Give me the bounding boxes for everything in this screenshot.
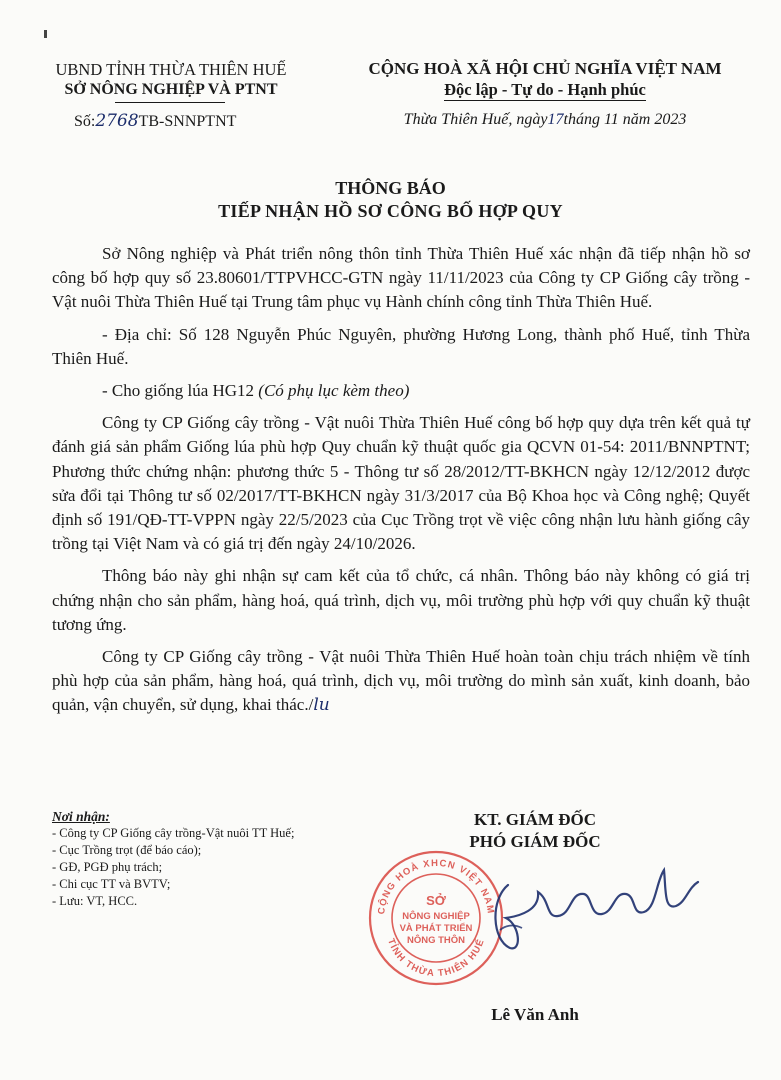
scan-mark bbox=[44, 30, 47, 38]
agency-underline bbox=[115, 102, 225, 103]
recipient-item: - Lưu: VT, HCC. bbox=[52, 894, 138, 908]
paragraph-1: Sở Nông nghiệp và Phát triển nông thôn tỉnh Thừa Thiên Huế xác nhận đã tiếp nhận hồ sơ công bố hợp quy số 23.80601/TTPVHCC-GTN ngày 11/11/2023 của Công ty CP Giống cây trồng - Vật nuôi Thừa Thiên Huế tại Trung tâm phục vụ Hành chính công tỉnh Thừa Thiên Huế. bbox=[52, 244, 750, 312]
recipient-item: - Cục Trồng trọt (để báo cáo); bbox=[52, 843, 202, 857]
agency-name: SỞ NÔNG NGHIỆP VÀ PTNT bbox=[64, 81, 278, 98]
nation-motto-text: Độc lập - Tự do - Hạnh phúc bbox=[444, 80, 646, 99]
stamp-center-4: NÔNG THÔN bbox=[406, 935, 466, 946]
recipient-item: - Chi cục TT và BVTV; bbox=[52, 877, 171, 891]
document-number bbox=[74, 111, 236, 131]
document-subtitle: TIẾP NHẬN HỒ SƠ CÔNG BỐ HỢP QUY bbox=[218, 201, 563, 221]
number-suffix: TB-SNNPTNT bbox=[138, 113, 237, 130]
handwritten-initial: lu bbox=[313, 695, 330, 716]
date-suffix: tháng 11 năm 2023 bbox=[563, 111, 687, 128]
recipient-item: - Công ty CP Giống cây trồng-Vật nuôi TT Huế; bbox=[52, 826, 295, 840]
date-day: 17 bbox=[547, 111, 564, 128]
recipients-block bbox=[52, 808, 382, 910]
nation-title: CỘNG HOÀ XÃ HỘI CHỦ NGHĨA VIỆT NAM bbox=[368, 59, 722, 78]
document-body bbox=[52, 242, 750, 726]
stamp-ring-top: CỘNG HOÀ XHCN VIỆT NAM bbox=[376, 857, 496, 916]
recipients-heading: Nơi nhận: bbox=[52, 809, 110, 824]
paragraph-basis: Công ty CP Giống cây trồng - Vật nuôi Thừa Thiên Huế công bố hợp quy dựa trên kết quả tự đánh giá sản phẩm Giống lúa phù hợp Quy chuẩn kỹ thuật quốc gia QCVN 01-54: 2011/BNNPTNT; Phương thức chứng nhận: phương thức 5 - Thông tư số 28/2012/TT-BKHCN ngày 12/12/2012 được sửa đổi tại Thông tư số 02/2017/TT-BKHCN ngày 31/3/2017 của Bộ Khoa học và Công nghệ; Quyết định số 191/QĐ-TT-VPPN ngày 22/5/2023 của Cục Trồng trọt về việc công nhận lưu hành giống cây trồng tại Việt Nam và có giá trị đến ngày 24/10/2026. bbox=[52, 413, 750, 554]
signature-authority: KT. GIÁM ĐỐC bbox=[474, 810, 596, 829]
date-prefix: Thừa Thiên Huế, ngày bbox=[403, 111, 548, 128]
paragraph-disclaimer: Thông báo này ghi nhận sự cam kết của tổ chức, cá nhân. Thông báo này không có giá trị chứng nhận cho sản phẩm, hàng hoá, quá trình, dịch vụ, môi trường phù hợp với quy chuẩn kỹ thuật tương ứng. bbox=[52, 566, 750, 634]
signer-name: Lê Văn Anh bbox=[491, 1005, 579, 1024]
nation-motto bbox=[325, 80, 765, 100]
number-prefix: Số: bbox=[74, 113, 96, 130]
signature-title: PHÓ GIÁM ĐỐC bbox=[469, 832, 601, 851]
responsibility-text: Công ty CP Giống cây trồng - Vật nuôi Thừa Thiên Huế hoàn toàn chịu trách nhiệm về tính phù hợp của sản phẩm, hàng hoá, quá trình, dịch vụ, môi trường do mình sản xuất, kinh doanh, bảo quản, vận chuyển, sử dụng, khai thác./ bbox=[52, 647, 750, 715]
paragraph-product bbox=[52, 379, 750, 403]
stamp-ring-bottom: TỈNH THỪA THIÊN HUẾ bbox=[385, 937, 487, 980]
agency-parent: UBND TỈNH THỪA THIÊN HUẾ bbox=[55, 60, 287, 79]
stamp-center-2: NÔNG NGHIỆP bbox=[402, 911, 470, 922]
product-text: - Cho giống lúa HG12 bbox=[102, 381, 259, 401]
document-title: THÔNG BÁO bbox=[335, 178, 446, 198]
paragraph-address: - Địa chỉ: Số 128 Nguyễn Phúc Nguyên, phường Hương Long, thành phố Huế, tỉnh Thừa Thiên Huế. bbox=[52, 324, 750, 368]
stamp-center-1: SỞ bbox=[426, 893, 446, 908]
recipient-item: - GĐ, PGĐ phụ trách; bbox=[52, 860, 163, 874]
stamp-center-3: VÀ PHÁT TRIỂN bbox=[399, 923, 473, 934]
product-note: (Có phụ lục kèm theo) bbox=[258, 381, 410, 401]
number-handwritten: 2768 bbox=[95, 111, 139, 131]
paragraph-responsibility bbox=[52, 645, 750, 718]
document-date bbox=[325, 111, 765, 129]
handwritten-signature bbox=[480, 830, 710, 970]
